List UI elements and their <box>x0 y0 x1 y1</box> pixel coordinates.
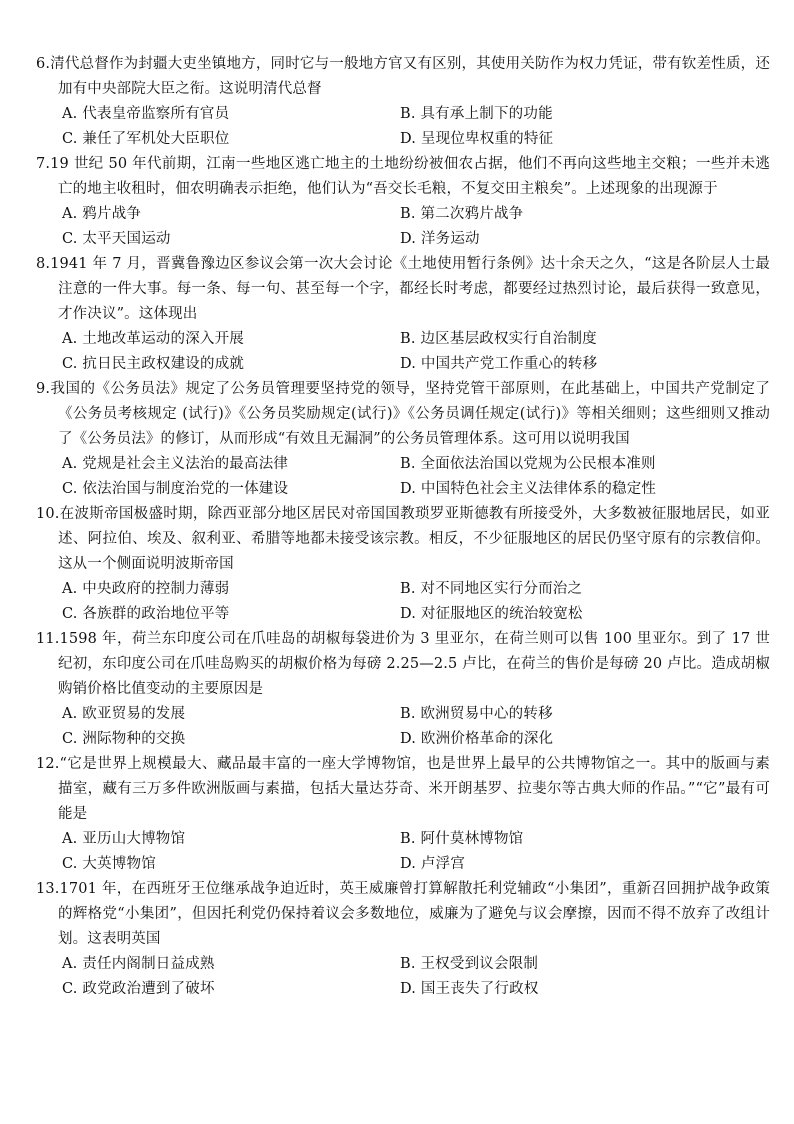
question-number: 8. <box>36 256 51 272</box>
option-c: C. 政党政治遭到了破坏 <box>62 981 215 997</box>
question-stem <box>0 752 794 827</box>
question-number: 12. <box>36 756 60 772</box>
question-9 <box>0 377 794 502</box>
question-text: 清代总督作为封疆大吏坐镇地方，同时它与一般地方官又有区别，其使用关防作为权力凭证，带有钦差性质，还加有中央部院大臣之衔。这说明清代总督 <box>50 56 770 97</box>
option-c: C. 太平天国运动 <box>62 231 171 247</box>
option-b: B. 第二次鸦片战争 <box>400 206 524 222</box>
options-grid <box>62 827 794 877</box>
question-stem <box>0 152 794 202</box>
question-text: “它是世界上规模最大、藏品最丰富的一座大学博物馆，也是世界上最早的公共博物馆之一。其中的版画与素描室，藏有三万多件欧洲版画与素描，包括大量达芬奇、米开朗基罗、拉斐尔等古典大师的作品。”“它”最有可能是 <box>58 756 770 822</box>
question-text: 1598 年，荷兰东印度公司在爪哇岛的胡椒每袋进价为 3 里亚尔，在荷兰则可以售 100 里亚尔。到了 17 世纪初，东印度公司在爪哇岛购买的胡椒价格为每磅 2.25—2.5 卢比，在荷兰的售价是每磅 20 卢比。造成胡椒购销价格比值变动的主要原因是 <box>58 631 770 697</box>
option-a: A. 责任内阁制日益成熟 <box>62 956 215 972</box>
option-a: A. 党规是社会主义法治的最高法律 <box>62 456 289 472</box>
question-number: 6. <box>36 56 51 72</box>
options-grid <box>62 327 794 377</box>
question-stem <box>0 252 794 327</box>
options-grid <box>62 202 794 252</box>
option-c: C. 抗日民主政权建设的成就 <box>62 356 245 372</box>
question-text: 1941 年 7 月，晋冀鲁豫边区参议会第一次大会讨论《土地使用暂行条例》达十余天之久，“这是各阶层人士最注意的一件大事。每一条、每一句、甚至每一个字，都经长时考虑，都要经过热烈讨论，最后获得一致意见，才作决议”。这体现出 <box>50 256 770 322</box>
option-c: C. 大英博物馆 <box>62 856 156 872</box>
question-12 <box>0 752 794 877</box>
option-d: D. 中国共产党工作重心的转移 <box>400 356 598 372</box>
question-10 <box>0 502 794 627</box>
question-7 <box>0 152 794 252</box>
option-a: A. 代表皇帝监察所有官员 <box>62 106 230 122</box>
options-grid <box>62 452 794 502</box>
option-d: D. 欧洲价格革命的深化 <box>400 731 554 747</box>
question-stem <box>0 377 794 452</box>
option-d: D. 对征服地区的统治较宽松 <box>400 606 583 622</box>
question-text: 1701 年，在西班牙王位继承战争迫近时，英王威廉曾打算解散托利党辅政“小集团”，重新召回拥护战争政策的辉格党“小集团”，但因托利党仍保持着议会多数地位，威廉为了避免与议会摩擦，因而不得不放弃了改组计划。这表明英国 <box>58 881 770 947</box>
option-b: B. 欧洲贸易中心的转移 <box>400 706 553 722</box>
question-11 <box>0 627 794 752</box>
option-a: A. 中央政府的控制力薄弱 <box>62 581 230 597</box>
question-8 <box>0 252 794 377</box>
exam-page <box>0 52 794 1002</box>
option-d: D. 卢浮宫 <box>400 856 466 872</box>
option-b: B. 对不同地区实行分而治之 <box>400 581 583 597</box>
question-number: 13. <box>36 881 60 897</box>
option-a: A. 土地改革运动的深入开展 <box>62 331 244 347</box>
question-6 <box>0 52 794 152</box>
question-stem <box>0 502 794 577</box>
option-d: D. 呈现位卑权重的特征 <box>400 131 554 147</box>
question-stem <box>0 52 794 102</box>
option-c: C. 各族群的政治地位平等 <box>62 606 230 622</box>
question-number: 7. <box>36 156 51 172</box>
option-a: A. 欧亚贸易的发展 <box>62 706 186 722</box>
question-number: 10. <box>36 506 60 522</box>
option-a: A. 鸦片战争 <box>62 206 142 222</box>
question-13 <box>0 877 794 1002</box>
option-c: C. 洲际物种的交换 <box>62 731 186 747</box>
option-d: D. 中国特色社会主义法律体系的稳定性 <box>400 481 657 497</box>
option-a: A. 亚历山大博物馆 <box>62 831 186 847</box>
question-stem <box>0 627 794 702</box>
option-c: C. 兼任了军机处大臣职位 <box>62 131 230 147</box>
option-c: C. 依法治国与制度治党的一体建设 <box>62 481 289 497</box>
options-grid <box>62 577 794 627</box>
question-number: 9. <box>36 381 51 397</box>
question-stem <box>0 877 794 952</box>
option-b: B. 具有承上制下的功能 <box>400 106 553 122</box>
option-b: B. 边区基层政权实行自治制度 <box>400 331 597 347</box>
question-text: 我国的《公务员法》规定了公务员管理要坚持党的领导，坚持党管干部原则，在此基础上，中国共产党制定了《公务员考核规定 (试行)》《公务员奖励规定(试行)》《公务员调任规定(试行)》等相关细则；这些细则又推动了《公务员法》的修订，从而形成“有效且无漏洞”的公务员管理体系。这可用以说明我国 <box>50 381 770 447</box>
option-b: B. 王权受到议会限制 <box>400 956 539 972</box>
options-grid <box>62 102 794 152</box>
options-grid <box>62 702 794 752</box>
question-text: 在波斯帝国极盛时期，除西亚部分地区居民对帝国国教琐罗亚斯德教有所接受外，大多数被征服地居民，如亚述、阿拉伯、埃及、叙利亚、希腊等地都未接受该宗教。相反，不少征服地区的居民仍坚守原有的宗教信仰。这从一个侧面说明波斯帝国 <box>58 506 770 572</box>
question-text: 19 世纪 50 年代前期，江南一些地区逃亡地主的土地纷纷被佃农占据，他们不再向这些地主交粮；一些并未逃亡的地主收租时，佃农明确表示拒绝，他们认为“吾交长毛粮，不复交田主粮矣”。上述现象的出现源于 <box>50 156 770 197</box>
option-b: B. 阿什莫林博物馆 <box>400 831 524 847</box>
option-b: B. 全面依法治国以党规为公民根本准则 <box>400 456 656 472</box>
option-d: D. 国王丧失了行政权 <box>400 981 539 997</box>
option-d: D. 洋务运动 <box>400 231 480 247</box>
options-grid <box>62 952 794 1002</box>
question-number: 11. <box>36 631 60 647</box>
